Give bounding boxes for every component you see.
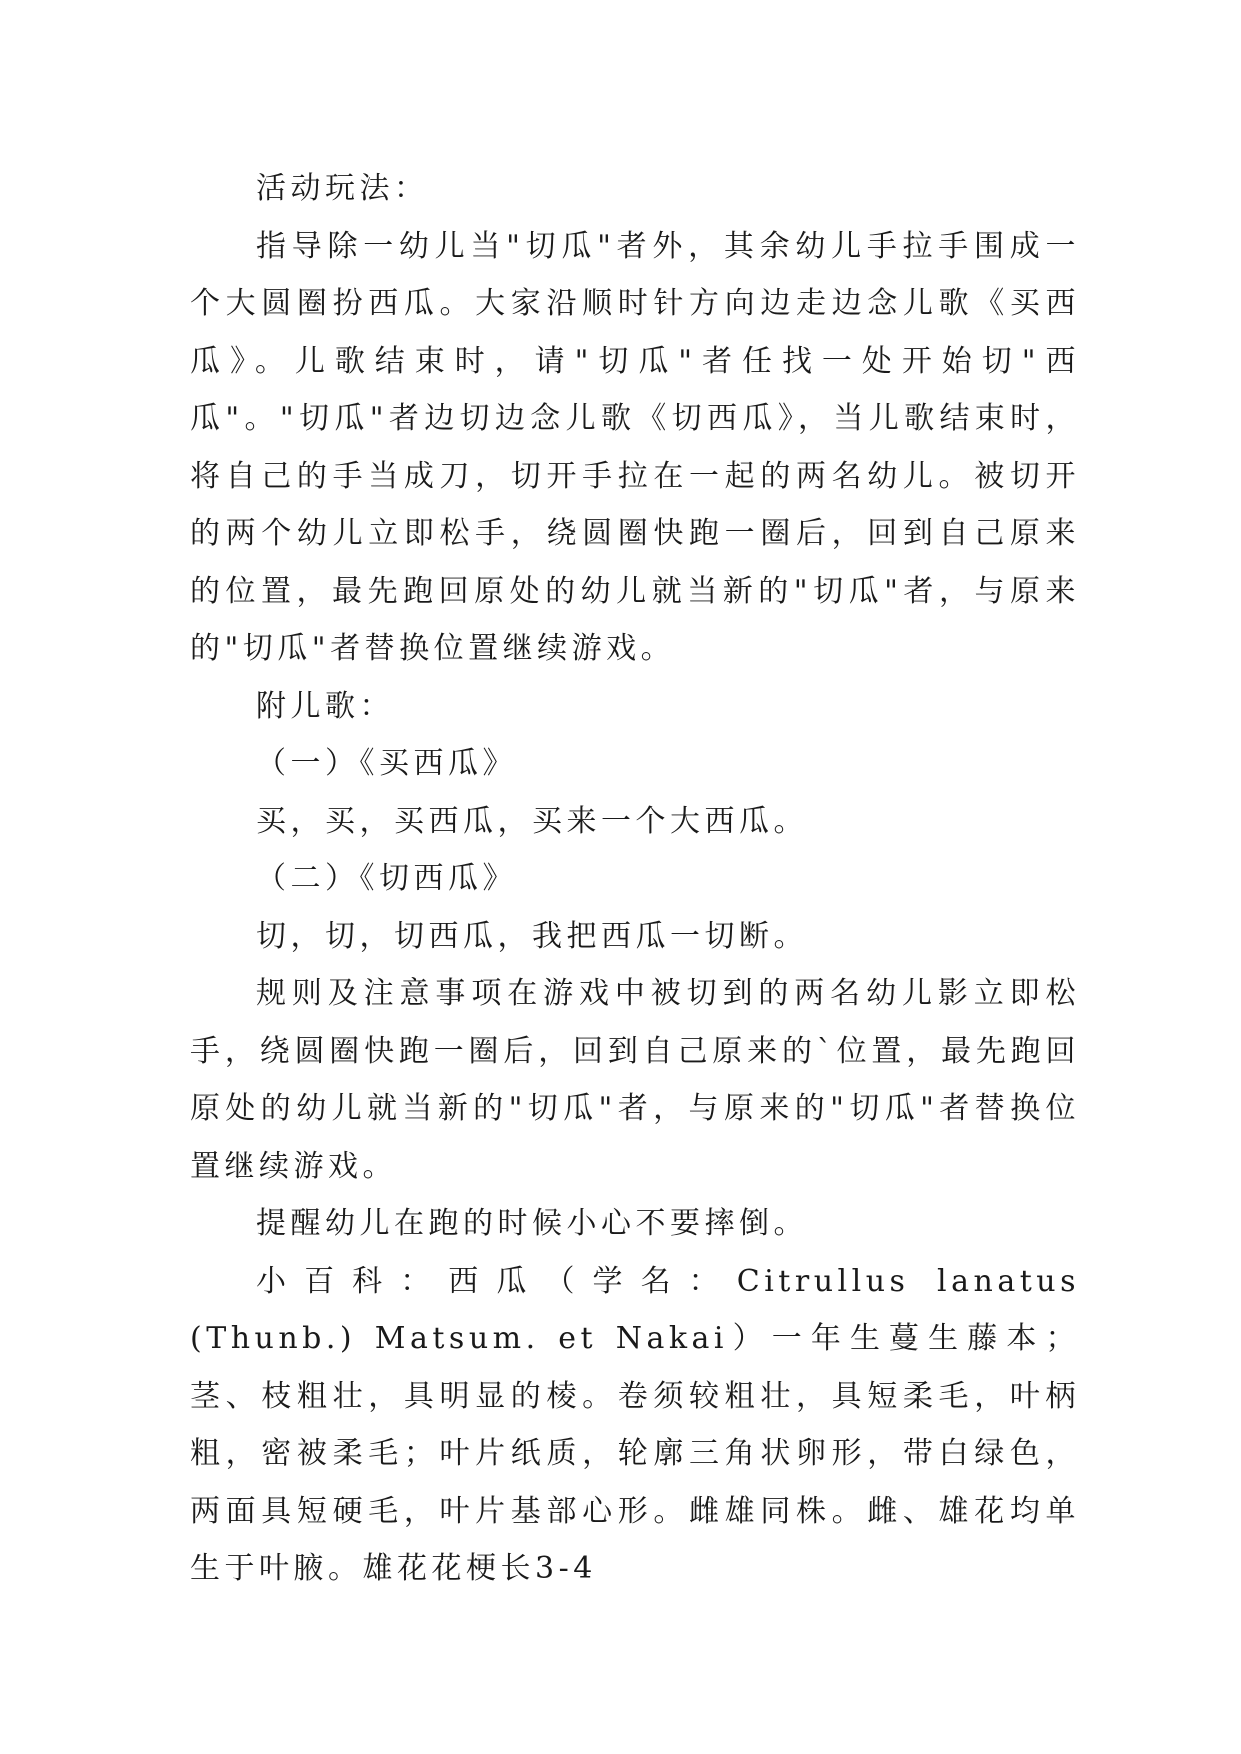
heading-activity-rules: 活动玩法： (256, 171, 429, 206)
rhyme-text-buy-watermelon: 买，买，买西瓜，买来一个大西瓜。 (256, 803, 808, 839)
paragraph-game-instructions: 指导除一幼儿当"切瓜"者外，其余幼儿手拉手围成一个大圆圈扮西瓜。大家沿顺时针方向边走边念儿歌《买西瓜》。儿歌结束时，请"切瓜"者任找一处开始切"西瓜"。"切瓜"者边切边念儿歌《切西瓜》，当儿歌结束时，将自己的手当成刀，切开手拉在一起的两名幼儿。被切开的两个幼儿立即松手，绕圆圈快跑一圈后，回到自己原来的位置，最先跑回原处的幼儿就当新的"切瓜"者，与原来的"切瓜"者替换位置继续游戏。 (190, 228, 1080, 666)
paragraph-safety-reminder: 提醒幼儿在跑的时候小心不要摔倒。 (256, 1206, 808, 1241)
rhyme-title-cut-watermelon: （二）《切西瓜》 (256, 861, 517, 896)
rhyme-text-cut-watermelon: 切，切，切西瓜，我把西瓜一切断。 (256, 918, 808, 954)
rhyme-title-buy-watermelon: （一）《买西瓜》 (256, 746, 517, 781)
paragraph-rules-notes: 规则及注意事项在游戏中被切到的两名幼儿影立即松手，绕圆圈快跑一圈后，回到自己原来的`位置，最先跑回原处的幼儿就当新的"切瓜"者，与原来的"切瓜"者替换位置继续游戏。 (190, 976, 1080, 1184)
paragraph-encyclopedia: 小百科：西瓜（学名：Citrullus lanatus (Thunb.) Matsum. et Nakai）一年生蔓生藤本；茎、枝粗壮，具明显的棱。卷须较粗壮，具短柔毛，叶柄粗，密被柔毛；叶片纸质，轮廓三角状卵形，带白绿色，两面具短硬毛，叶片基部心形。雌雄同株。雌、雄花均单生于叶腋。雄花花梗长3-4 (190, 1263, 1080, 1586)
heading-appended-rhymes: 附儿歌： (256, 688, 394, 724)
document-page (190, 160, 1080, 1598)
